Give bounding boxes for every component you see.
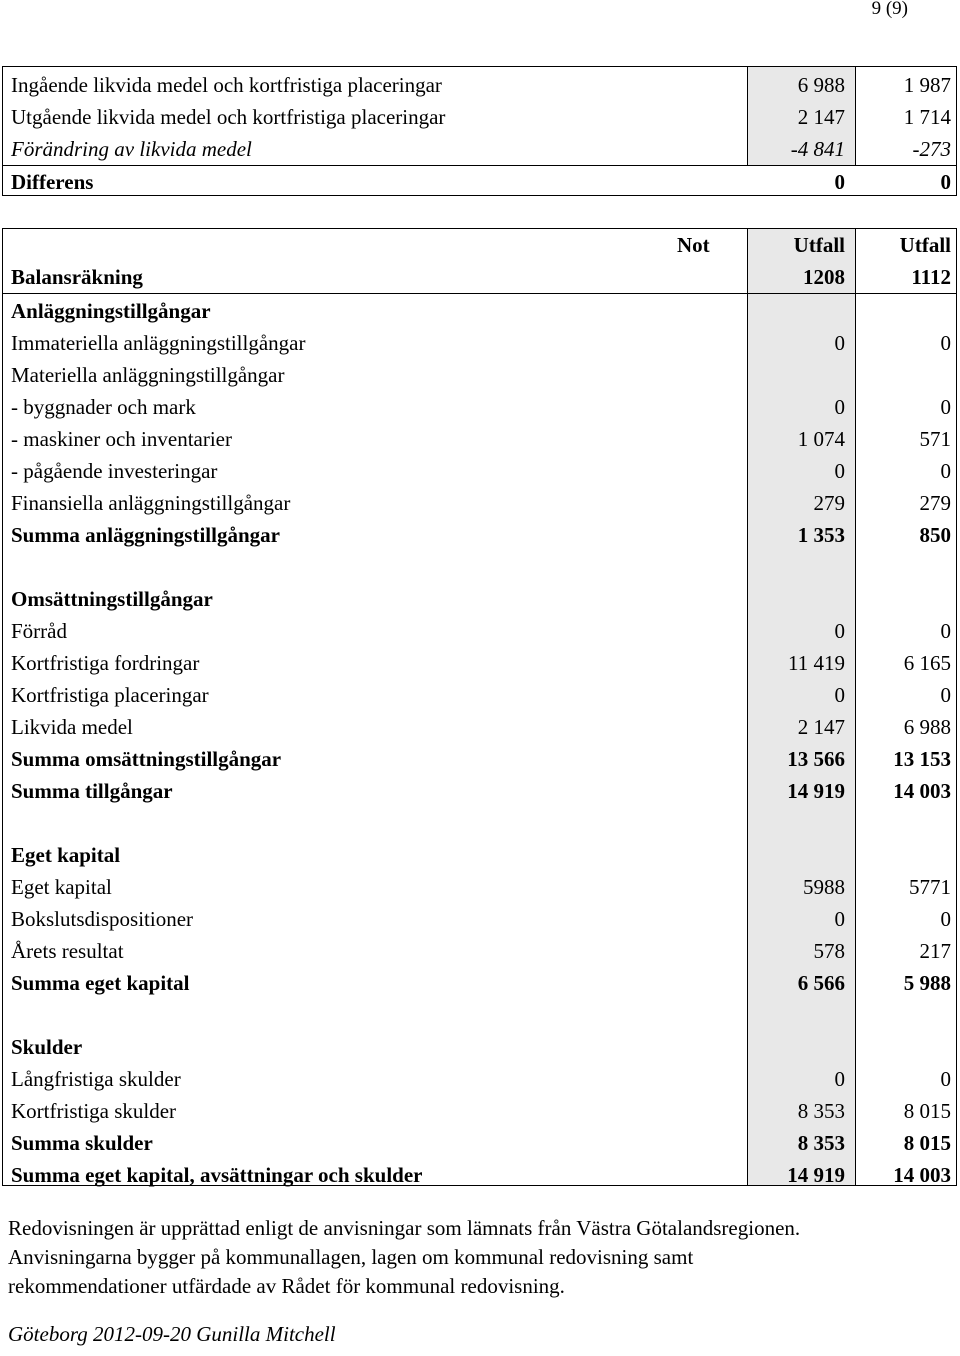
balance-row xyxy=(3,423,956,455)
row-label: Summa eget kapital, avsättningar och skulder xyxy=(11,1163,423,1187)
row-label: Finansiella anläggningstillgångar xyxy=(11,491,291,515)
spacer-row xyxy=(3,551,956,583)
row-label: Årets resultat xyxy=(11,939,124,963)
value-current: 8 353 xyxy=(797,1131,845,1155)
balance-row xyxy=(3,519,956,551)
column-header-previous-bottom: 1112 xyxy=(911,265,951,289)
column-header-previous-top: Utfall xyxy=(899,233,951,257)
balance-row xyxy=(3,775,956,807)
value-current: 0 xyxy=(834,170,845,194)
balance-row xyxy=(3,743,956,775)
balance-row xyxy=(3,1063,956,1095)
balance-row xyxy=(3,327,956,359)
balance-row xyxy=(3,359,956,391)
value-current: 5988 xyxy=(803,875,845,899)
balance-row xyxy=(3,1095,956,1127)
value-previous: 6 165 xyxy=(903,651,951,675)
value-previous: 14 003 xyxy=(893,1163,951,1187)
footer-line: Anvisningarna bygger på kommunallagen, lagen om kommunal redovisning samt xyxy=(8,1245,694,1269)
row-label: - pågående investeringar xyxy=(11,459,218,483)
balance-row xyxy=(3,583,956,615)
balance-row xyxy=(3,647,956,679)
row-label: Immateriella anläggningstillgångar xyxy=(11,331,306,355)
balance-row xyxy=(3,487,956,519)
row-label: Summa anläggningstillgångar xyxy=(11,523,280,547)
value-current: 6 566 xyxy=(797,971,845,995)
row-label: Eget kapital xyxy=(11,843,121,867)
cash-flow-row xyxy=(3,133,956,165)
value-previous: 0 xyxy=(940,619,951,643)
value-current: 0 xyxy=(834,331,845,355)
row-label: Summa omsättningstillgångar xyxy=(11,747,282,771)
row-label: Utgående likvida medel och kortfristiga placeringar xyxy=(11,105,446,129)
header-divider xyxy=(3,293,956,294)
value-current: 8 353 xyxy=(797,1099,845,1123)
value-previous: 1 714 xyxy=(903,105,951,129)
row-label: Eget kapital xyxy=(11,875,112,899)
balance-row xyxy=(3,935,956,967)
footer-line: Redovisningen är upprättad enligt de anvisningar som lämnats från Västra Götalandsregionen. xyxy=(8,1216,801,1240)
value-current: 0 xyxy=(834,395,845,419)
value-previous: 0 xyxy=(940,907,951,931)
footer-line: rekommendationer utfärdade av Rådet för kommunal redovisning. xyxy=(8,1274,565,1298)
balance-row xyxy=(3,903,956,935)
balance-row xyxy=(3,295,956,327)
row-label: Förändring av likvida medel xyxy=(11,137,252,161)
value-previous: 13 153 xyxy=(893,747,951,771)
value-previous: 14 003 xyxy=(893,779,951,803)
value-current: 14 919 xyxy=(787,1163,845,1187)
row-label: Likvida medel xyxy=(11,715,133,739)
value-current: 0 xyxy=(834,683,845,707)
value-current: 0 xyxy=(834,619,845,643)
row-label: Summa tillgångar xyxy=(11,779,173,803)
column-header-not: Not xyxy=(677,233,710,257)
value-current: 0 xyxy=(834,907,845,931)
value-current: 1 353 xyxy=(797,523,845,547)
balance-row xyxy=(3,711,956,743)
value-previous: 6 988 xyxy=(903,715,951,739)
column-header-current-top: Utfall xyxy=(793,233,845,257)
value-previous: 0 xyxy=(940,683,951,707)
value-current: 14 919 xyxy=(787,779,845,803)
row-label: Summa eget kapital xyxy=(11,971,190,995)
value-previous: 279 xyxy=(919,491,951,515)
value-previous: 8 015 xyxy=(903,1099,951,1123)
cash-flow-table xyxy=(2,66,957,196)
value-previous: 217 xyxy=(919,939,951,963)
footer-notes xyxy=(8,1214,948,1301)
row-label: Materiella anläggningstillgångar xyxy=(11,363,285,387)
balance-row xyxy=(3,871,956,903)
value-current: 1 074 xyxy=(797,427,845,451)
value-current: 279 xyxy=(813,491,845,515)
row-label: Omsättningstillgångar xyxy=(11,587,213,611)
balance-row xyxy=(3,1159,956,1191)
balance-row xyxy=(3,455,956,487)
value-previous: 1 987 xyxy=(903,73,951,97)
cash-flow-row xyxy=(3,69,956,101)
spacer-row xyxy=(3,807,956,839)
value-previous: 0 xyxy=(940,170,951,194)
column-header-current-bottom: 1208 xyxy=(803,265,845,289)
value-current: 0 xyxy=(834,1067,845,1091)
cash-flow-row xyxy=(3,101,956,133)
value-previous: 8 015 xyxy=(903,1131,951,1155)
value-previous: 571 xyxy=(919,427,951,451)
row-label: Ingående likvida medel och kortfristiga placeringar xyxy=(11,73,442,97)
value-previous: 5771 xyxy=(909,875,951,899)
value-previous: 0 xyxy=(940,395,951,419)
signature: Göteborg 2012-09-20 Gunilla Mitchell xyxy=(8,1322,336,1346)
balance-row xyxy=(3,1031,956,1063)
value-previous: -273 xyxy=(912,137,951,161)
value-previous: 850 xyxy=(919,523,951,547)
balance-row xyxy=(3,1127,956,1159)
row-label: Långfristiga skulder xyxy=(11,1067,181,1091)
row-label: Bokslutsdispositioner xyxy=(11,907,194,931)
row-label: Anläggningstillgångar xyxy=(11,299,211,323)
value-current: 2 147 xyxy=(797,105,845,129)
balance-row xyxy=(3,967,956,999)
value-current: 2 147 xyxy=(797,715,845,739)
spacer-row xyxy=(3,999,956,1031)
row-label: Kortfristiga fordringar xyxy=(11,651,200,675)
value-current: 13 566 xyxy=(787,747,845,771)
row-label: - maskiner och inventarier xyxy=(11,427,232,451)
value-previous: 0 xyxy=(940,1067,951,1091)
value-previous: 0 xyxy=(940,459,951,483)
balance-row xyxy=(3,839,956,871)
balance-row xyxy=(3,679,956,711)
value-current: 578 xyxy=(813,939,845,963)
row-label: - byggnader och mark xyxy=(11,395,196,419)
value-current: 6 988 xyxy=(797,73,845,97)
value-previous: 5 988 xyxy=(903,971,951,995)
page-number: 9 (9) xyxy=(871,0,908,19)
row-label: Förråd xyxy=(11,619,67,643)
balance-row xyxy=(3,391,956,423)
value-previous: 0 xyxy=(940,331,951,355)
row-label: Skulder xyxy=(11,1035,83,1059)
row-label: Kortfristiga placeringar xyxy=(11,683,209,707)
balance-row xyxy=(3,615,956,647)
row-label: Differens xyxy=(11,170,94,194)
row-label: Kortfristiga skulder xyxy=(11,1099,177,1123)
value-current: 0 xyxy=(834,459,845,483)
cash-flow-row xyxy=(3,165,956,198)
balance-sheet-title: Balansräkning xyxy=(11,265,143,289)
balance-sheet-table xyxy=(2,228,957,1186)
value-current: 11 419 xyxy=(788,651,845,675)
row-label: Summa skulder xyxy=(11,1131,153,1155)
value-current: -4 841 xyxy=(790,137,845,161)
